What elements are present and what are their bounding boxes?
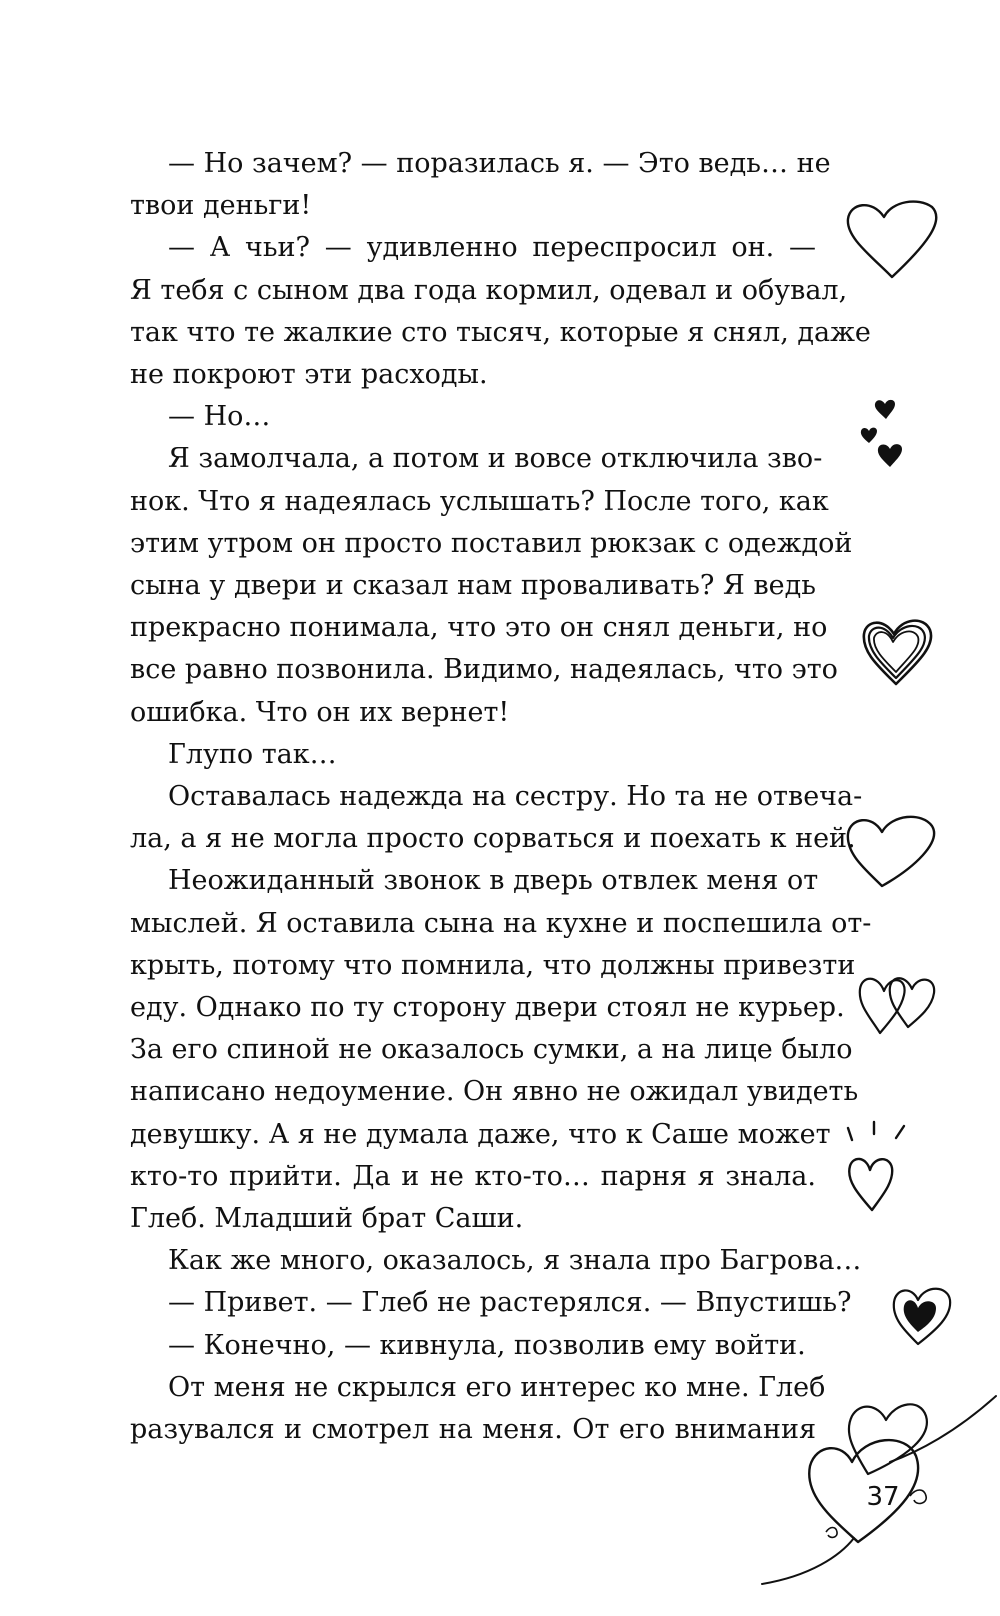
heart-outline-icon (842, 808, 942, 893)
text-line: — Конечно, — кивнула, позволив ему войти. (168, 1329, 806, 1361)
text-line: За его спиной не оказалось сумки, а на лице было (130, 1034, 853, 1066)
double-hearts-icon (856, 965, 946, 1040)
small-hearts-cluster-icon (858, 395, 918, 475)
text-line: все равно позвонила. Видимо, надеялась, что это (130, 654, 838, 686)
page-number: 37 (866, 1482, 900, 1512)
text-line: не покроют эти расходы. (130, 359, 488, 391)
text-line: Неожиданный звонок в дверь отвлек меня от (168, 865, 819, 897)
text-line: девушку. А я не думала даже, что к Саше может (130, 1118, 831, 1150)
filled-scribble-heart-icon (888, 1280, 958, 1350)
text-line: написано недоумение. Он явно не ожидал увидеть (130, 1076, 859, 1108)
text-line: Глупо так… (168, 738, 337, 770)
text-line: Я замолчала, а потом и вовсе отключила зво- (168, 443, 823, 475)
sparkle-heart-icon (840, 1118, 930, 1218)
text-line: прекрасно понимала, что это он снял деньги, но (130, 612, 828, 644)
scribbled-heart-icon (858, 612, 938, 692)
text-line: — Но… (168, 401, 271, 433)
body-text (130, 143, 872, 1451)
text-line: нок. Что я надеялась услышать? После того, как (130, 485, 829, 517)
text-line: этим утром он просто поставил рюкзак с одеждой (130, 527, 853, 559)
text-line: твои деньги! (130, 190, 312, 222)
text-line: Оставалась надежда на сестру. Но та не отвеча- (168, 781, 863, 813)
text-line: Как же много, оказалось, я знала про Багрова… (168, 1245, 862, 1277)
text-line: крыть, потому что помнила, что должны привезти (130, 949, 856, 981)
text-line: ла, а я не могла просто сорваться и поехать к ней. (130, 823, 856, 855)
text-line: кто-то прийти. Да и не кто-то… парня я знала. (130, 1160, 816, 1192)
text-line: сына у двери и сказал нам проваливать? Я ведь (130, 570, 816, 602)
text-line: — Но зачем? — поразилась я. — Это ведь… не (168, 148, 831, 179)
text-line: еду. Однако по ту сторону двери стоял не курьер. (130, 992, 845, 1024)
text-line: разувался и смотрел на меня. От его внимания (130, 1414, 816, 1446)
text-line: так что те жалкие сто тысяч, которые я снял, даже (130, 316, 871, 348)
text-line: От меня не скрылся его интерес ко мне. Глеб (168, 1371, 826, 1403)
text-line: мыслей. Я оставила сына на кухне и поспешила от- (130, 907, 872, 939)
text-line: ошибка. Что он их вернет! (130, 696, 510, 728)
text-line: — Привет. — Глеб не растерялся. — Впустишь? (168, 1287, 852, 1319)
text-line: Глеб. Младший брат Саши. (130, 1203, 524, 1235)
heart-outline-icon (840, 195, 950, 285)
text-line: Я тебя с сыном два года кормил, одевал и обувал, (130, 274, 848, 306)
text-line: — А чьи? — удивленно переспросил он. — (168, 232, 816, 264)
